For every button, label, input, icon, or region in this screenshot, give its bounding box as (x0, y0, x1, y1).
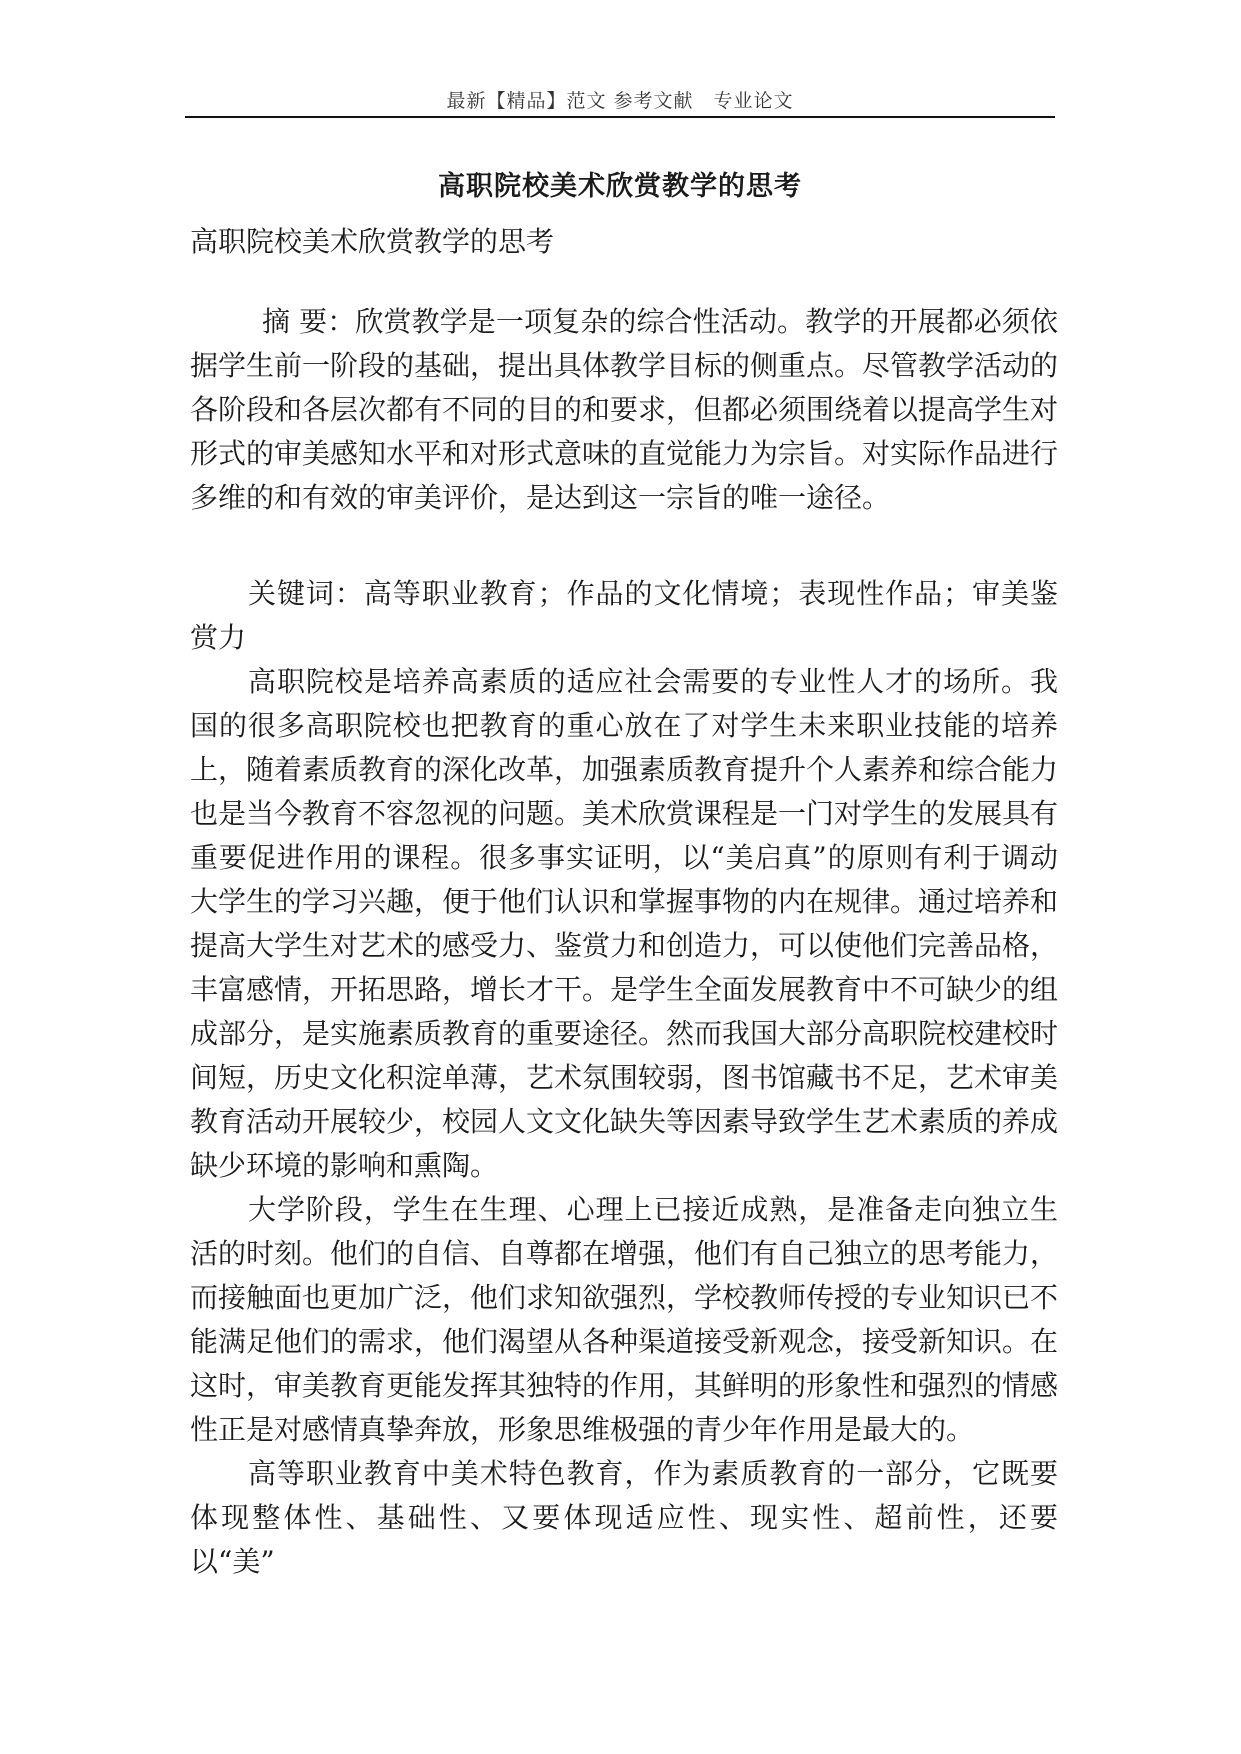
spacer (190, 520, 1058, 572)
document-subtitle: 高职院校美术欣赏教学的思考 (190, 225, 555, 258)
body-paragraph: 大学阶段，学生在生理、心理上已接近成熟，是准备走向独立生活的时刻。他们的自信、自尊都在增强，他们有自己独立的思考能力，而接触面也更加广泛，他们求知欲强烈，学校教师传授的专业知识已不能满足他们的需求，他们渴望从各种渠道接受新观念，接受新知识。在这时，审美教育更能发挥其独特的作用，其鲜明的形象性和强烈的情感性正是对感情真挚奔放，形象思维极强的青少年作用是最大的。 (190, 1193, 1059, 1446)
body-paragraph: 高等职业教育中美术特色教育，作为素质教育的一部分，它既要体现整体性、基础性、又要体现适应性、现实性、超前性，还要以“美” (190, 1457, 1058, 1578)
abstract-paragraph: 摘 要：欣赏教学是一项复杂的综合性活动。教学的开展都必须依据学生前一阶段的基础，提出具体教学目标的侧重点。尽管教学活动的各阶段和各层次都有不同的目的和要求，但都必须围绕着以提高学生对形式的审美感知水平和对形式意味的直觉能力为宗旨。对实际作品进行多维的和有效的审美评价，是达到这一宗旨的唯一途径。 (190, 305, 1059, 514)
body-paragraph: 高职院校是培养高素质的适应社会需要的专业性人才的场所。我国的很多高职院校也把教育的重心放在了对学生未来职业技能的培养上，随着素质教育的深化改革，加强素质教育提升个人素养和综合能力也是当今教育不容忽视的问题。美术欣赏课程是一门对学生的发展具有重要促进作用的课程。很多事实证明，以“美启真”的原则有利于调动大学生的学习兴趣，便于他们认识和掌握事物的内在规律。通过培养和提高大学生对艺术的感受力、鉴赏力和创造力，可以使他们完善品格，丰富感情，开拓思路，增长才干。是学生全面发展教育中不可缺少的组成部分，是实施素质教育的重要途径。然而我国大部分高职院校建校时间短，历史文化积淀单薄，艺术氛围较弱，图书馆藏书不足，艺术审美教育活动开展较少，校园人文文化缺失等因素导致学生艺术素质的养成缺少环境的影响和熏陶。 (190, 665, 1059, 1182)
keywords-paragraph: 关键词：高等职业教育；作品的文化情境；表现性作品；审美鉴赏力 (190, 577, 1058, 654)
document-body (190, 220, 1058, 1584)
running-header: 最新【精品】范文 参考文献 专业论文 (446, 90, 794, 112)
spacer (190, 264, 1058, 300)
header-divider (185, 116, 1055, 118)
document-title: 高职院校美术欣赏教学的思考 (438, 171, 802, 202)
